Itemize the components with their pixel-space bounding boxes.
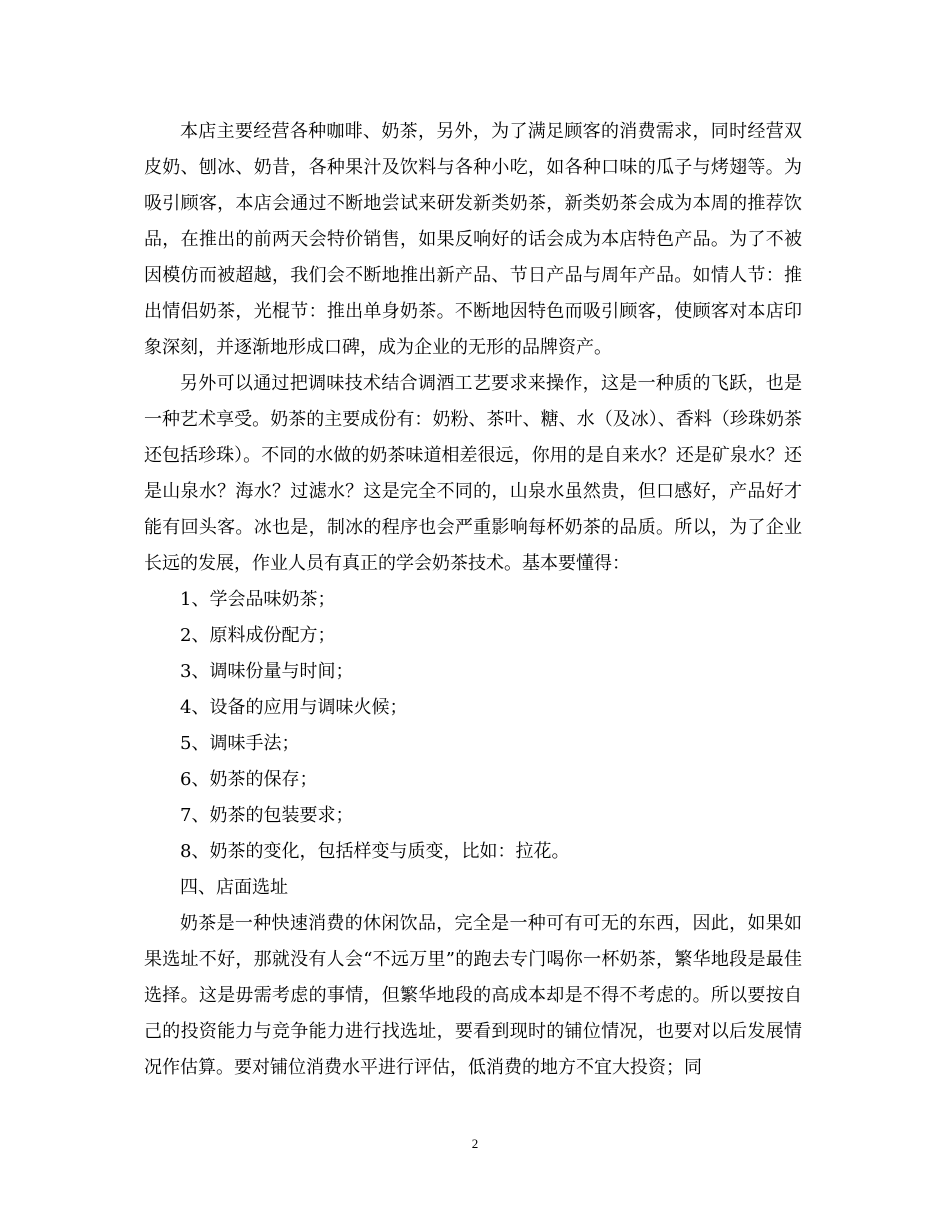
paragraph-tea-technique: 另外可以通过把调味技术结合调酒工艺要求来操作，这是一种质的飞跃，也是一种艺术享受。奶茶的主要成份有：奶粉、茶叶、糖、水（及冰）、香料（珍珠奶茶还包括珍珠）。不同的水做的奶茶味道相差很远，你用的是自来水？还是矿泉水？还是山泉水？海水？过滤水？这是完全不同的，山泉水虽然贵，但口感好，产品好才能有回头客。冰也是，制冰的程序也会严重影响每杯奶茶的品质。所以，为了企业长远的发展，作业人员有真正的学会奶茶技术。基本要懂得： bbox=[144, 373, 802, 574]
list-item: 3、调味份量与时间； bbox=[180, 661, 354, 682]
list-item: 7、奶茶的包装要求； bbox=[180, 805, 354, 826]
list-item: 1、学会品味奶茶； bbox=[180, 589, 336, 610]
section-heading: 四、店面选址 bbox=[180, 877, 288, 898]
skills-list bbox=[144, 582, 802, 870]
list-item: 8、奶茶的变化，包括样变与质变，比如：拉花。 bbox=[180, 841, 570, 862]
paragraph-store-location: 奶茶是一种快速消费的休闲饮品，完全是一种可有可无的东西，因此，如果如果选址不好，那就没有人会“不远万里”的跑去专门喝你一杯奶茶，繁华地段是最佳选择。这是毋需考虑的事情，但繁华地段的高成本却是不得不考虑的。所以要按自己的投资能力与竞争能力进行找选址，要看到现时的铺位情况，也要对以后发展情况作估算。要对铺位消费水平进行评估，低消费的地方不宜大投资；同 bbox=[144, 913, 802, 1078]
list-item: 6、奶茶的保存； bbox=[180, 769, 318, 790]
list-item: 5、调味手法； bbox=[180, 733, 300, 754]
list-item: 2、原料成份配方； bbox=[180, 625, 336, 646]
paragraph-business-scope: 本店主要经营各种咖啡、奶茶，另外，为了满足顾客的消费需求，同时经营双皮奶、刨冰、奶昔，各种果汁及饮料与各种小吃，如各种口味的瓜子与烤翅等。为吸引顾客，本店会通过不断地尝试来研发新类奶茶，新类奶茶会成为本周的推荐饮品，在推出的前两天会特价销售，如果反响好的话会成为本店特色产品。为了不被因模仿而被超越，我们会不断地推出新产品、节日产品与周年产品。如情人节：推出情侣奶茶，光棍节：推出单身奶茶。不断地因特色而吸引顾客，使顾客对本店印象深刻，并逐渐地形成口碑，成为企业的无形的品牌资产。 bbox=[144, 121, 802, 358]
document-body bbox=[144, 114, 802, 1086]
list-item: 4、设备的应用与调味火候； bbox=[180, 697, 408, 718]
page-number: 2 bbox=[471, 1136, 479, 1151]
